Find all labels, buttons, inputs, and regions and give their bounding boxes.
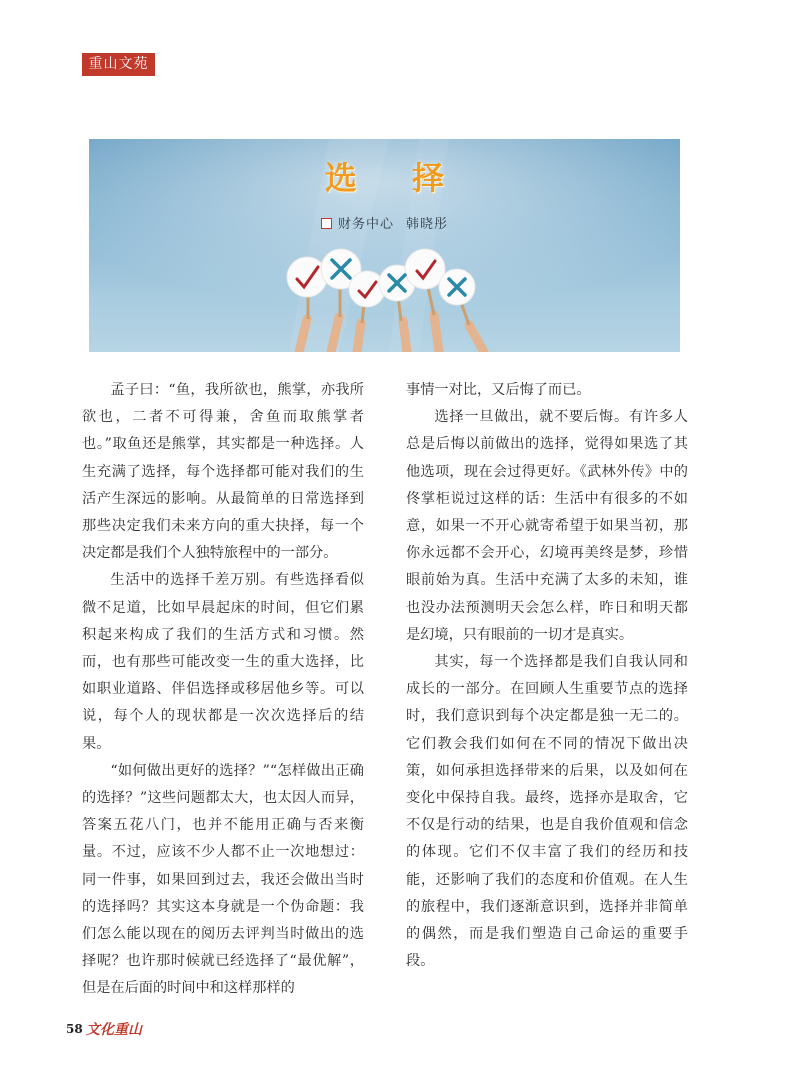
paragraph: 孟子曰：“鱼，我所欲也，熊掌，亦我所欲也，二者不可得兼，舍鱼而取熊掌者也。”取鱼还是熊掌，其实都是一种选择。人生充满了选择，每个选择都可能对我们的生活产生深远的影响。从最简单的日常选择到那些决定我们未来方向的重大抉择，每一个决定都是我们个人独特旅程中的一部分。 [82, 382, 364, 562]
square-bullet-icon [321, 218, 332, 229]
page-number: 58 [66, 1022, 83, 1036]
paragraph: 选择一旦做出，就不要后悔。有许多人总是后悔以前做出的选择，觉得如果选了其他选项，现在会过得更好。《武林外传》中的佟掌柜说过这样的话：生活中有很多的不如意，如果一不开心就寄希望于如果当初，那你永远都不会开心，幻境再美终是梦，珍惜眼前始为真。生活中充满了太多的未知，谁也没办法预测明天会怎么样，昨日和明天都是幻境，只有眼前的一切才是真实。 [406, 409, 688, 643]
article-title: 选 择 [324, 159, 467, 197]
banner-image [89, 139, 680, 352]
paragraph: 生活中的选择千差万别。有些选择看似微不足道，比如早晨起床的时间，但它们累积起来构成了我们的生活方式和习惯。然而，也有那些可能改变一生的重大选择，比如职业道路、伴侣选择或移居他乡等。可以说，每个人的现状都是一次次选择后的结果。 [82, 572, 364, 752]
article-column-left [82, 377, 364, 1003]
magazine-brand: 文化重山 [86, 1022, 142, 1038]
paragraph-continued: 事情一对比，又后悔了而已。 [406, 382, 591, 398]
byline-author: 韩晓彤 [406, 217, 449, 232]
byline-department: 财务中心 [337, 217, 394, 232]
byline [89, 213, 680, 232]
paragraph: 其实，每一个选择都是我们自我认同和成长的一部分。在回顾人生重要节点的选择时，我们意识到每个决定都是独一无二的。它们教会我们如何在不同的情况下做出决策，如何承担选择带来的后果，以及如何在变化中保持自我。最终，选择亦是取舍，它不仅是行动的结果，也是自我价值观和信念的体现。它们不仅丰富了我们的经历和技能，还影响了我们的态度和价值观。在人生的旅程中，我们逐渐意识到，选择并非简单的偶然，而是我们塑造自己命运的重要手段。 [406, 654, 688, 970]
article-column-right [406, 377, 688, 975]
section-tag: 重山文苑 [82, 53, 155, 76]
paragraph: “如何做出更好的选择？”“怎样做出正确的选择？”这些问题都太大，也太因人而异，答案五花八门，也并不能用正确与否来衡量。不过，应该不少人都不止一次地想过：同一件事，如果回到过去，我还会做出当时的选择吗？其实这本身就是一个伪命题：我们怎么能以现在的阅历去评判当时做出的选择呢？也许那时候就已经选择了“最优解”，但是在后面的时间中和这样那样的 [82, 762, 364, 997]
